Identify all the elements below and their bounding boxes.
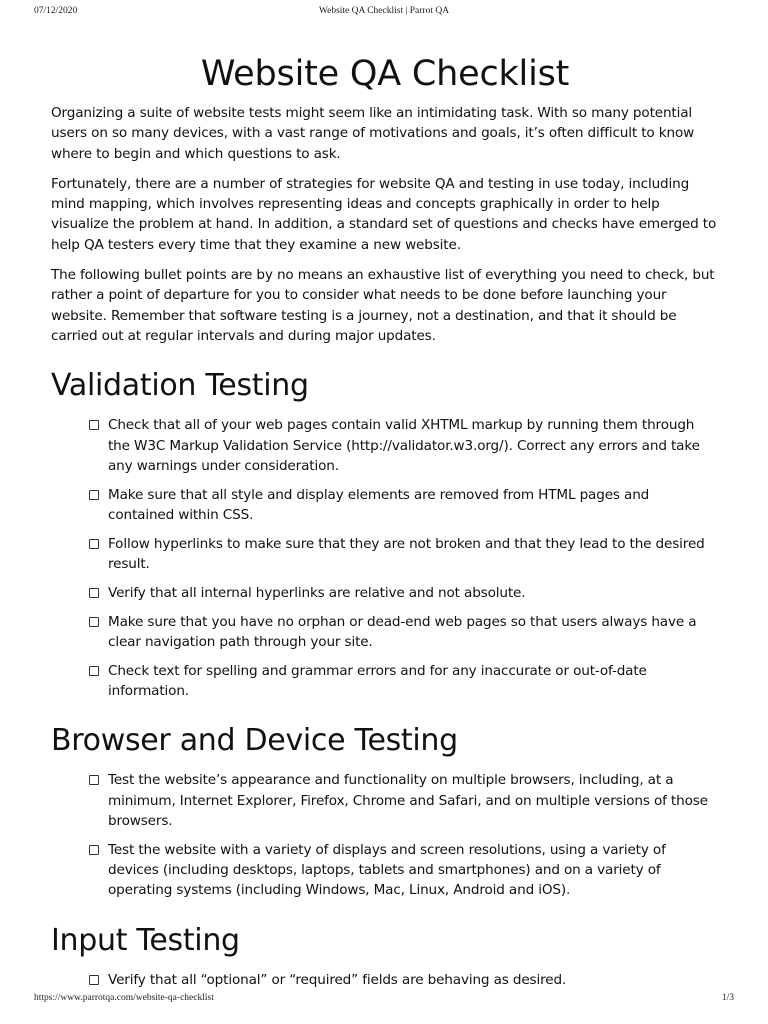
- checkbox[interactable]: [89, 617, 99, 627]
- section-heading-validation-testing: Validation Testing: [51, 368, 309, 404]
- checklist-item-text: Check that all of your web pages contain valid XHTML markup by running them through the W3C Markup Validation Service (http://validator.w3.org/). Correct any errors and take any warnings under consideration.: [108, 417, 700, 474]
- checklist-item: [89, 534, 719, 575]
- checklist-item: [89, 415, 719, 476]
- checklist-item-text: Verify that all internal hyperlinks are relative and not absolute.: [108, 584, 526, 601]
- print-date: 07/12/2020: [34, 6, 78, 16]
- checkbox[interactable]: [89, 666, 99, 676]
- intro-paragraph: Fortunately, there are a number of strategies for website QA and testing in use today, including mind mapping, which involves representing ideas and concepts graphically in order to help visualize the problem at hand. In addition, a standard set of questions and checks have emerged to help QA testers every time that they examine a new website.: [51, 175, 717, 253]
- checklist-item: [89, 840, 719, 901]
- page-number: 1/3: [721, 993, 734, 1003]
- print-header: [0, 6, 768, 20]
- intro-paragraph: The following bullet points are by no means an exhaustive list of everything you need to check, but rather a point of departure for you to consider what needs to be done before launching your website. Remember that software testing is a journey, not a destination, and that it should be carried out at regular intervals and during major updates.: [51, 267, 715, 344]
- checklist-item-text: Follow hyperlinks to make sure that they are not broken and that they lead to the desired result.: [108, 535, 705, 573]
- checklist-item-text: Test the website with a variety of displays and screen resolutions, using a variety of devices (including desktops, laptops, tablets and smartphones) and on a variety of operating systems (including Windows, Mac, Linux, Android and iOS).: [108, 841, 666, 899]
- checklist-item: [89, 583, 719, 603]
- checklist-item-text: Test the website’s appearance and functionality on multiple browsers, including, at a minimum, Internet Explorer, Firefox, Chrome and Safari, and on multiple versions of those browsers.: [108, 772, 708, 829]
- checkbox[interactable]: [89, 975, 99, 985]
- print-url[interactable]: https://www.parrotqa.com/website-qa-checklist: [34, 993, 214, 1003]
- section-heading-browser-device-testing: Browser and Device Testing: [51, 723, 458, 759]
- print-footer: [0, 993, 768, 1007]
- checkbox[interactable]: [89, 775, 99, 785]
- section-heading-input-testing: Input Testing: [51, 922, 240, 958]
- checkbox[interactable]: [89, 845, 99, 855]
- checklist-item-text: Make sure that you have no orphan or dead-end web pages so that users always have a clear navigation path through your site.: [108, 613, 697, 650]
- checklist-item: [89, 770, 719, 831]
- intro-paragraph: Organizing a suite of website tests might seem like an intimidating task. With so many potential users on so many devices, with a vast range of motivations and goals, it’s often difficult to know where to begin and which questions to ask.: [51, 105, 695, 162]
- print-page-title: Website QA Checklist | Parrot QA: [318, 6, 450, 16]
- checklist-item-text: Make sure that all style and display elements are removed from HTML pages and contained within CSS.: [108, 486, 650, 523]
- checkbox[interactable]: [89, 588, 99, 598]
- document-body: [51, 52, 719, 998]
- browser-device-checklist: [51, 770, 719, 900]
- input-checklist: [51, 970, 719, 990]
- checklist-item-text: Check text for spelling and grammar errors and for any inaccurate or out-of-date information.: [108, 662, 647, 700]
- checklist-item: [89, 970, 719, 990]
- checkbox[interactable]: [89, 420, 99, 430]
- checkbox[interactable]: [89, 539, 99, 549]
- checklist-item: [89, 612, 719, 653]
- checklist-item-text: Verify that all “optional” or “required” fields are behaving as desired.: [108, 971, 567, 988]
- document-title: Website QA Checklist: [200, 54, 570, 94]
- checklist-item: [89, 485, 719, 526]
- validation-checklist: [51, 415, 719, 701]
- checklist-item: [89, 661, 719, 702]
- checkbox[interactable]: [89, 490, 99, 500]
